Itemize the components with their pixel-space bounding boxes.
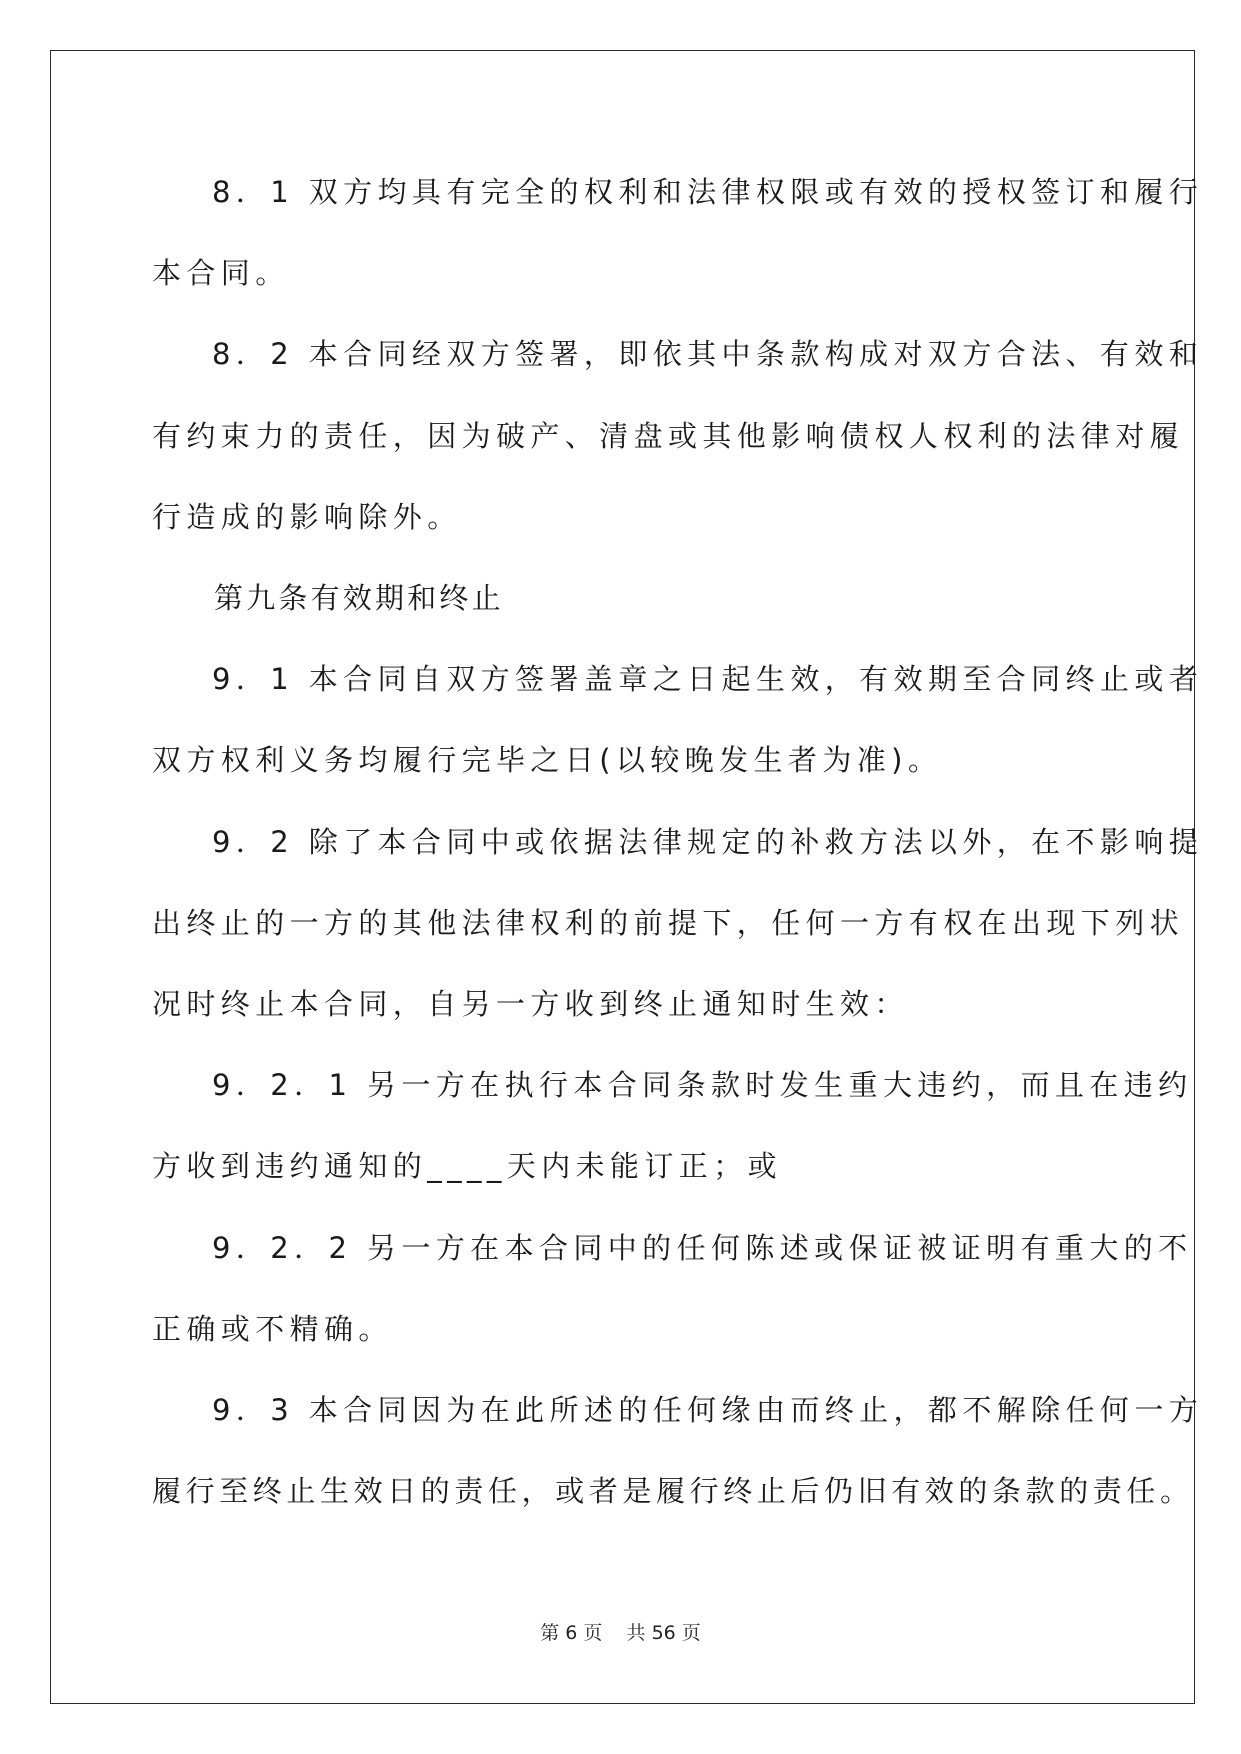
clause-9-2-1-line-1: 9．2．1 另一方在执行本合同条款时发生重大违约，而且在违约 xyxy=(212,1068,1193,1102)
clause-8-1-line-1: 8．1 双方均具有完全的权利和法律权限或有效的授权签订和履行 xyxy=(212,175,1204,209)
clause-9-3-line-2: 履行至终止生效日的责任，或者是履行终止后仍旧有效的条款的责任。 xyxy=(152,1474,1194,1508)
clause-9-1-line-1: 9．1 本合同自双方签署盖章之日起生效，有效期至合同终止或者 xyxy=(212,662,1204,696)
clause-9-2-line-2: 出终止的一方的其他法律权利的前提下，任何一方有权在出现下列状 xyxy=(152,906,1185,940)
clause-9-1-line-2: 双方权利义务均履行完毕之日(以较晚发生者为准)。 xyxy=(152,743,943,777)
clause-9-2-2-line-1: 9．2．2 另一方在本合同中的任何陈述或保证被证明有重大的不 xyxy=(212,1231,1193,1265)
clause-9-3-line-1: 9．3 本合同因为在此所述的任何缘由而终止，都不解除任何一方 xyxy=(212,1393,1204,1427)
clause-9-2-2-line-2: 正确或不精确。 xyxy=(152,1312,393,1346)
article-9-heading: 第九条有效期和终止 xyxy=(214,581,504,615)
clause-8-2-line-1: 8．2 本合同经双方签署，即依其中条款构成对双方合法、有效和 xyxy=(212,337,1204,371)
clause-9-2-1-line-2: 方收到违约通知的____天内未能订正；或 xyxy=(152,1149,783,1183)
page-border xyxy=(50,50,1195,1704)
page-number-label: 第 6 页 共 56 页 xyxy=(540,1622,701,1644)
clause-9-2-line-1: 9．2 除了本合同中或依据法律规定的补救方法以外，在不影响提 xyxy=(212,825,1204,859)
clause-9-2-line-3: 况时终止本合同，自另一方收到终止通知时生效： xyxy=(152,987,909,1021)
clause-8-2-line-3: 行造成的影响除外。 xyxy=(152,500,462,534)
page-footer xyxy=(0,1621,1241,1645)
clause-8-2-line-2: 有约束力的责任，因为破产、清盘或其他影响债权人权利的法律对履 xyxy=(152,419,1185,453)
clause-8-1-line-2: 本合同。 xyxy=(152,256,290,290)
